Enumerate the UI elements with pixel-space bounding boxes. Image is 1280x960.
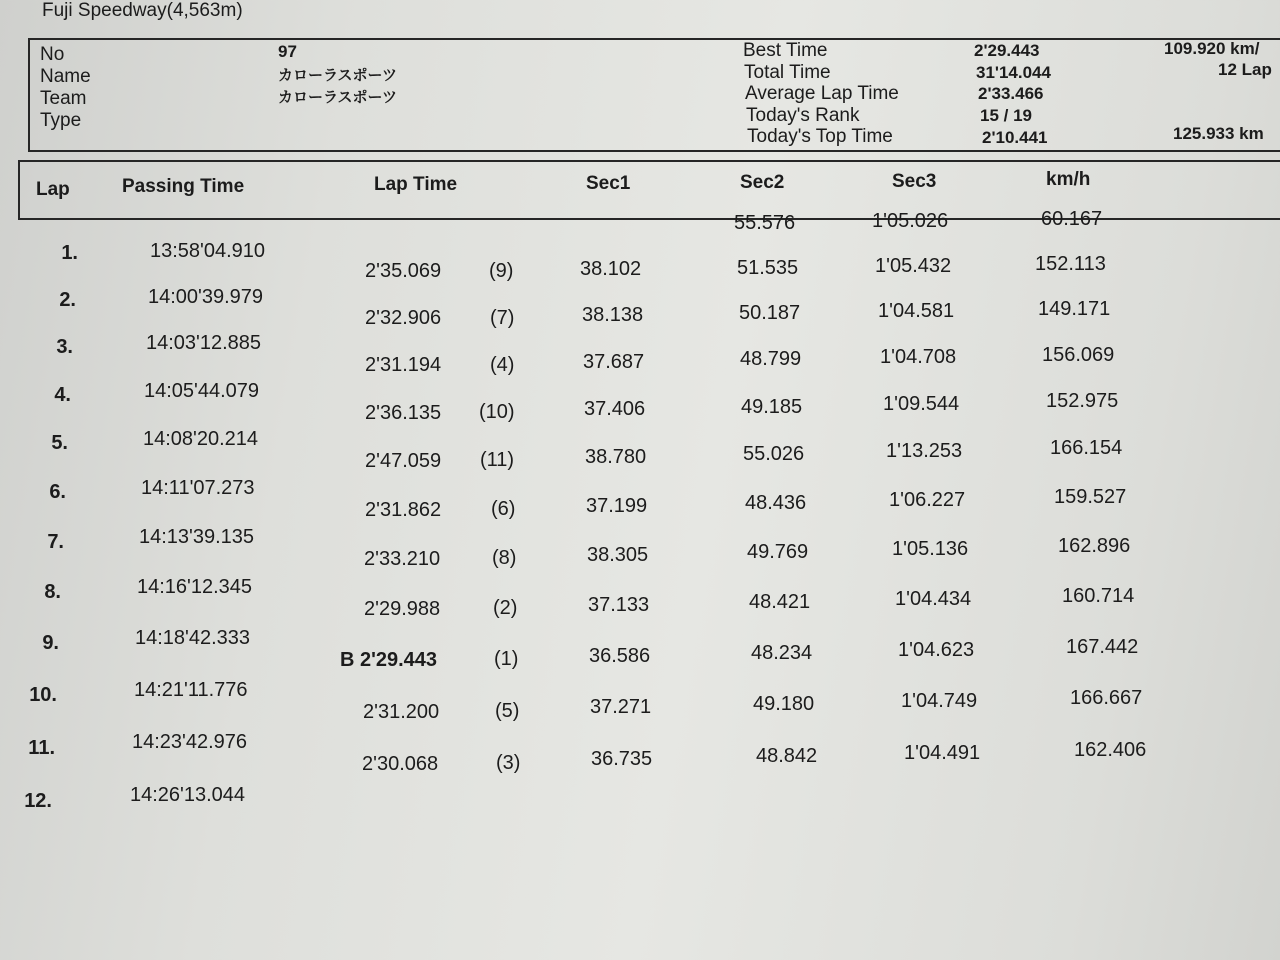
lap-time: 2'35.069	[365, 260, 442, 282]
passing-time: 14:13'39.135	[139, 526, 255, 548]
col-lap: Lap	[36, 179, 70, 200]
speed-value: 167.442	[1066, 636, 1139, 658]
lap-rank: (2)	[493, 597, 518, 619]
speed-value: 159.527	[1054, 486, 1127, 508]
speed-value: 166.667	[1070, 687, 1143, 709]
lap-rank: (6)	[491, 498, 516, 520]
lap-time: 2'31.194	[365, 354, 442, 376]
lap-count-value: 12 Lap	[1218, 60, 1272, 79]
sec2-value: 49.180	[753, 693, 815, 715]
passing-time: 14:16'12.345	[137, 576, 253, 598]
lap-time: 2'31.862	[365, 499, 442, 521]
passing-time: 14:26'13.044	[130, 784, 246, 806]
sec3-value: 1'09.544	[883, 393, 960, 415]
lap-rank: (8)	[492, 547, 517, 569]
lap-number: 4.	[54, 384, 71, 406]
passing-time: 14:21'11.776	[134, 679, 248, 701]
sec1-value: 37.406	[584, 398, 646, 420]
sec2-value: 49.185	[741, 396, 803, 418]
passing-time: 14:05'44.079	[144, 380, 260, 402]
lap-time: 2'47.059	[365, 450, 442, 472]
sec3-value: 1'05.432	[875, 255, 952, 277]
lap-number: 12.	[24, 790, 52, 812]
sec1-value: 38.305	[587, 544, 649, 566]
sec3-value: 1'05.136	[892, 538, 969, 560]
passing-time: 14:08'20.214	[143, 428, 259, 450]
partial-sec2: 55.576	[734, 212, 796, 234]
lap-rank: (5)	[495, 700, 520, 722]
sec2-value: 48.234	[751, 642, 813, 664]
sec2-value: 48.421	[749, 591, 811, 613]
lap-number: 7.	[47, 531, 64, 553]
top-time-value: 2'10.441	[982, 128, 1048, 147]
partial-sec3: 1'05.026	[872, 210, 949, 232]
lap-rank: (9)	[489, 260, 514, 282]
sec3-value: 1'06.227	[889, 489, 966, 511]
speed-value: 162.406	[1074, 739, 1147, 761]
top-speed-value: 125.933 km	[1173, 124, 1264, 143]
col-sec2: Sec2	[740, 172, 785, 193]
car-number: 97	[278, 42, 297, 61]
sec1-value: 37.133	[588, 594, 650, 616]
lap-number: 2.	[59, 289, 76, 311]
best-time-value: 2'29.443	[974, 41, 1040, 60]
sec3-value: 1'04.434	[895, 588, 972, 610]
sec2-value: 50.187	[739, 302, 801, 324]
speed-value: 152.113	[1035, 253, 1106, 275]
lap-rank: (11)	[480, 449, 515, 471]
speed-value: 162.896	[1058, 535, 1131, 557]
sec1-value: 36.735	[591, 748, 653, 770]
passing-time: 14:03'12.885	[146, 332, 262, 354]
team-name: カローラスポーツ	[278, 89, 397, 106]
team-label: Team	[40, 88, 87, 109]
total-time-label: Total Time	[744, 62, 831, 83]
lap-time: 2'31.200	[363, 701, 440, 723]
type-label: Type	[40, 110, 82, 131]
rank-label: Today's Rank	[746, 105, 860, 126]
name-label: Name	[40, 66, 91, 87]
col-kmh: km/h	[1046, 169, 1091, 190]
sec3-value: 1'04.581	[878, 300, 955, 322]
sec1-value: 38.102	[580, 258, 642, 280]
sec1-value: 37.271	[590, 696, 652, 718]
passing-time: 14:18'42.333	[135, 627, 251, 649]
sec1-value: 37.687	[583, 351, 645, 373]
sec2-value: 49.769	[747, 541, 809, 563]
lap-number: 1.	[61, 242, 78, 264]
best-speed-value: 109.920 km/	[1164, 39, 1260, 58]
passing-time: 14:23'42.976	[132, 731, 248, 753]
sec1-value: 38.780	[585, 446, 647, 468]
avg-lap-value: 2'33.466	[978, 84, 1044, 103]
lap-rank: (7)	[490, 307, 515, 329]
rank-value: 15 / 19	[980, 106, 1032, 125]
sec1-value: 37.199	[586, 495, 648, 517]
sec1-value: 38.138	[582, 304, 644, 326]
speed-value: 149.171	[1038, 298, 1111, 320]
avg-lap-label: Average Lap Time	[745, 83, 899, 104]
sec3-value: 1'13.253	[886, 440, 963, 462]
lap-time: 2'32.906	[365, 307, 442, 329]
lap-time: 2'30.068	[362, 753, 439, 775]
lap-time: 2'29.988	[364, 598, 441, 620]
partial-kmh: 60.167	[1041, 208, 1103, 230]
lap-rank: (4)	[490, 354, 515, 376]
best-time-label: Best Time	[743, 40, 828, 61]
sec3-value: 1'04.749	[901, 690, 978, 712]
speed-value: 160.714	[1062, 585, 1135, 607]
speed-value: 156.069	[1042, 344, 1115, 366]
total-time-value: 31'14.044	[976, 63, 1051, 82]
lap-rank: (1)	[494, 648, 519, 670]
driver-info-box	[28, 38, 1280, 152]
venue-title: Fuji Speedway(4,563m)	[42, 0, 243, 21]
no-label: No	[40, 44, 65, 65]
sec2-value: 48.799	[740, 348, 802, 370]
lap-number: 5.	[51, 432, 68, 454]
speed-value: 166.154	[1050, 437, 1123, 459]
sec3-value: 1'04.708	[880, 346, 957, 368]
sec3-value: 1'04.623	[898, 639, 975, 661]
lap-number: 11.	[28, 737, 55, 759]
sec2-value: 51.535	[737, 257, 799, 279]
lap-number: 10.	[29, 684, 57, 706]
sec3-value: 1'04.491	[904, 742, 981, 764]
lap-time: 2'33.210	[364, 548, 441, 570]
col-lap-time: Lap Time	[374, 174, 458, 195]
lap-rank: (10)	[479, 401, 515, 423]
driver-name: カローラスポーツ	[278, 67, 397, 84]
passing-time: 14:00'39.979	[148, 286, 264, 308]
col-sec1: Sec1	[586, 173, 631, 194]
col-sec3: Sec3	[892, 171, 937, 192]
sec2-value: 55.026	[743, 443, 805, 465]
sec2-value: 48.436	[745, 492, 807, 514]
lap-number: 3.	[56, 336, 73, 358]
lap-number: 6.	[49, 481, 66, 503]
passing-time: 13:58'04.910	[150, 240, 266, 262]
col-passing-time: Passing Time	[122, 176, 245, 197]
lap-number: 9.	[42, 632, 59, 654]
lap-number: 8.	[44, 581, 61, 603]
passing-time: 14:11'07.273	[141, 477, 255, 499]
sec1-value: 36.586	[589, 645, 651, 667]
top-time-label: Today's Top Time	[747, 126, 893, 147]
sec2-value: 48.842	[756, 745, 818, 767]
best-lap-time: B 2'29.443	[340, 649, 438, 671]
lap-rank: (3)	[496, 752, 521, 774]
speed-value: 152.975	[1046, 390, 1119, 412]
lap-time: 2'36.135	[365, 402, 442, 424]
